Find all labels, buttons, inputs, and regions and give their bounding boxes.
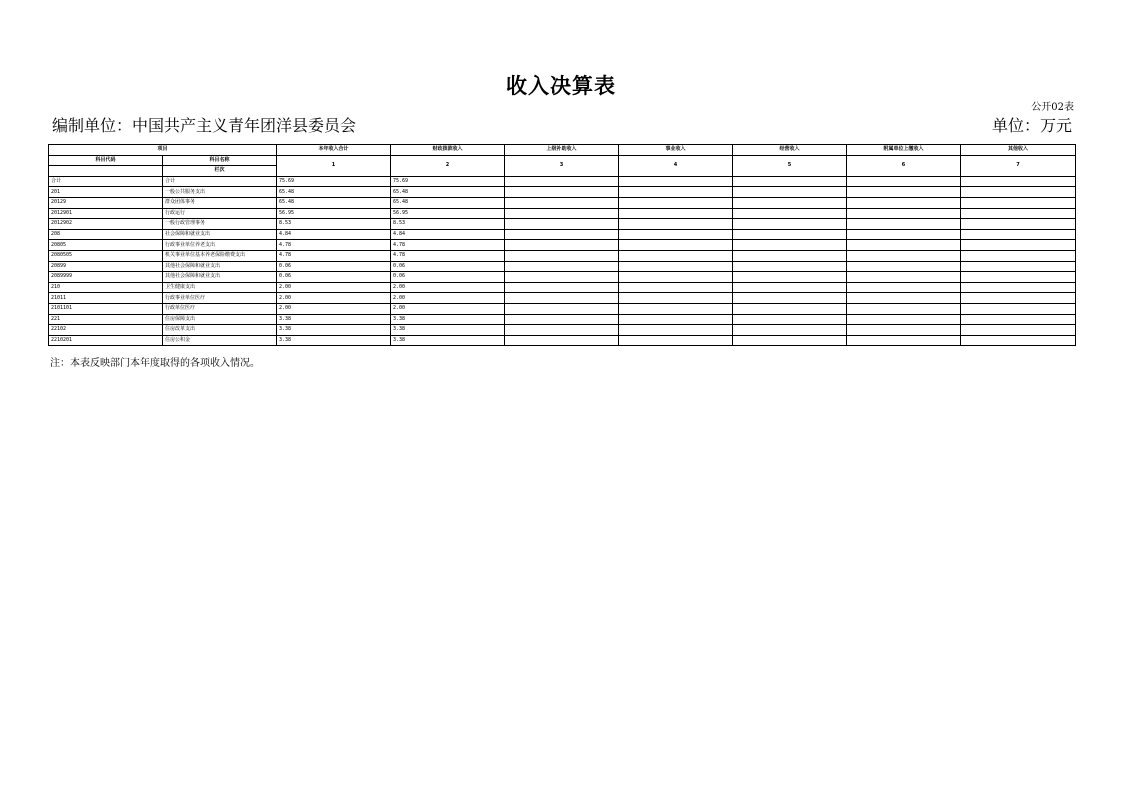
name-cell: 行政事业单位医疗 — [163, 293, 277, 304]
name-cell: 住房保障支出 — [163, 314, 277, 325]
operating-cell — [733, 208, 847, 219]
header-col-1: 本年收入合计 — [277, 145, 391, 156]
other-cell — [961, 282, 1076, 293]
table-row — [49, 272, 1076, 283]
code-cell: 210 — [49, 282, 163, 293]
operating-cell — [733, 261, 847, 272]
name-cell: 行政事业单位养老支出 — [163, 240, 277, 251]
footnote: 注：本表反映部门本年度取得的各项收入情况。 — [50, 358, 260, 369]
superior-cell — [505, 272, 619, 283]
operating-cell — [733, 187, 847, 198]
table-row — [49, 293, 1076, 304]
total-cell: 3.38 — [277, 335, 391, 346]
unit-label: 单位：万元 — [991, 116, 1072, 135]
operating-cell — [733, 325, 847, 336]
name-cell: 其他社会保障和就业支出 — [163, 272, 277, 283]
table-row — [49, 325, 1076, 336]
business-cell — [619, 314, 733, 325]
table-row — [49, 303, 1076, 314]
table-row — [49, 261, 1076, 272]
affiliate-cell — [847, 197, 961, 208]
code-cell: 2012902 — [49, 219, 163, 230]
superior-cell — [505, 250, 619, 261]
operating-cell — [733, 303, 847, 314]
affiliate-cell — [847, 325, 961, 336]
name-cell: 行政运行 — [163, 208, 277, 219]
table-row — [49, 240, 1076, 251]
operating-cell — [733, 219, 847, 230]
name-cell: 一般公共服务支出 — [163, 187, 277, 198]
table-row — [49, 197, 1076, 208]
business-cell — [619, 229, 733, 240]
business-cell — [619, 219, 733, 230]
superior-cell — [505, 197, 619, 208]
fiscal-cell: 2.00 — [391, 293, 505, 304]
other-cell — [961, 229, 1076, 240]
name-cell: 住房公积金 — [163, 335, 277, 346]
table-row — [49, 282, 1076, 293]
header-num-2: 2 — [391, 155, 505, 176]
business-cell — [619, 240, 733, 251]
affiliate-cell — [847, 219, 961, 230]
total-cell: 0.06 — [277, 261, 391, 272]
total-cell: 56.95 — [277, 208, 391, 219]
superior-cell — [505, 208, 619, 219]
superior-cell — [505, 303, 619, 314]
code-cell: 20805 — [49, 240, 163, 251]
table-row — [49, 335, 1076, 346]
header-col-3: 上级补助收入 — [505, 145, 619, 156]
fiscal-cell: 3.38 — [391, 335, 505, 346]
header-col-7: 其他收入 — [961, 145, 1076, 156]
total-cell: 3.38 — [277, 314, 391, 325]
affiliate-cell — [847, 187, 961, 198]
table-row — [49, 208, 1076, 219]
other-cell — [961, 219, 1076, 230]
other-cell — [961, 272, 1076, 283]
code-cell: 2089999 — [49, 272, 163, 283]
table-row — [49, 219, 1076, 230]
fiscal-cell: 75.69 — [391, 176, 505, 187]
header-column-label: 栏次 — [163, 166, 277, 177]
affiliate-cell — [847, 250, 961, 261]
business-cell — [619, 325, 733, 336]
affiliate-cell — [847, 272, 961, 283]
affiliate-cell — [847, 282, 961, 293]
operating-cell — [733, 293, 847, 304]
header-num-4: 4 — [619, 155, 733, 176]
fiscal-cell: 3.38 — [391, 325, 505, 336]
other-cell — [961, 208, 1076, 219]
other-cell — [961, 293, 1076, 304]
affiliate-cell — [847, 303, 961, 314]
total-cell: 2.00 — [277, 282, 391, 293]
business-cell — [619, 293, 733, 304]
total-cell: 65.48 — [277, 187, 391, 198]
affiliate-cell — [847, 176, 961, 187]
total-cell: 4.78 — [277, 250, 391, 261]
other-cell — [961, 187, 1076, 198]
name-cell: 社会保障和就业支出 — [163, 229, 277, 240]
total-cell: 2.00 — [277, 293, 391, 304]
total-cell: 75.69 — [277, 176, 391, 187]
fiscal-cell: 2.00 — [391, 303, 505, 314]
table-row — [49, 229, 1076, 240]
other-cell — [961, 314, 1076, 325]
affiliate-cell — [847, 314, 961, 325]
header-col-6: 附属单位上缴收入 — [847, 145, 961, 156]
affiliate-cell — [847, 261, 961, 272]
fiscal-cell: 0.06 — [391, 272, 505, 283]
affiliate-cell — [847, 335, 961, 346]
code-cell: 合计 — [49, 176, 163, 187]
header-project: 项目 — [49, 145, 277, 156]
business-cell — [619, 303, 733, 314]
fiscal-cell: 0.06 — [391, 261, 505, 272]
fiscal-cell: 4.84 — [391, 229, 505, 240]
other-cell — [961, 197, 1076, 208]
business-cell — [619, 272, 733, 283]
superior-cell — [505, 176, 619, 187]
affiliate-cell — [847, 208, 961, 219]
code-cell: 2210201 — [49, 335, 163, 346]
code-cell: 2080505 — [49, 250, 163, 261]
affiliate-cell — [847, 240, 961, 251]
business-cell — [619, 261, 733, 272]
header-col-2: 财政拨款收入 — [391, 145, 505, 156]
code-cell: 2101101 — [49, 303, 163, 314]
superior-cell — [505, 219, 619, 230]
name-cell: 其他社会保障和就业支出 — [163, 261, 277, 272]
business-cell — [619, 176, 733, 187]
operating-cell — [733, 240, 847, 251]
name-cell: 机关事业单位基本养老保险缴费支出 — [163, 250, 277, 261]
page-title: 收入决算表 — [506, 73, 616, 98]
name-cell: 合计 — [163, 176, 277, 187]
form-number: 公开02表 — [1031, 102, 1074, 113]
header-num-7: 7 — [961, 155, 1076, 176]
business-cell — [619, 208, 733, 219]
other-cell — [961, 303, 1076, 314]
total-cell: 0.06 — [277, 272, 391, 283]
header-num-3: 3 — [505, 155, 619, 176]
business-cell — [619, 197, 733, 208]
operating-cell — [733, 282, 847, 293]
table-row — [49, 176, 1076, 187]
name-cell: 群众团体事务 — [163, 197, 277, 208]
code-cell: 201 — [49, 187, 163, 198]
business-cell — [619, 187, 733, 198]
operating-cell — [733, 250, 847, 261]
superior-cell — [505, 229, 619, 240]
fiscal-cell: 8.53 — [391, 219, 505, 230]
header-col-5: 经营收入 — [733, 145, 847, 156]
code-cell: 20899 — [49, 261, 163, 272]
other-cell — [961, 325, 1076, 336]
fiscal-cell: 3.38 — [391, 314, 505, 325]
total-cell: 8.53 — [277, 219, 391, 230]
fiscal-cell: 56.95 — [391, 208, 505, 219]
operating-cell — [733, 229, 847, 240]
name-cell: 一般行政管理事务 — [163, 219, 277, 230]
code-cell: 2012901 — [49, 208, 163, 219]
operating-cell — [733, 335, 847, 346]
fiscal-cell: 4.78 — [391, 250, 505, 261]
other-cell — [961, 261, 1076, 272]
header-num-5: 5 — [733, 155, 847, 176]
superior-cell — [505, 325, 619, 336]
total-cell: 2.00 — [277, 303, 391, 314]
total-cell: 3.38 — [277, 325, 391, 336]
other-cell — [961, 240, 1076, 251]
fiscal-cell: 2.00 — [391, 282, 505, 293]
table-row — [49, 314, 1076, 325]
other-cell — [961, 250, 1076, 261]
affiliate-cell — [847, 229, 961, 240]
superior-cell — [505, 335, 619, 346]
superior-cell — [505, 240, 619, 251]
superior-cell — [505, 314, 619, 325]
business-cell — [619, 282, 733, 293]
table-row — [49, 250, 1076, 261]
code-cell: 21011 — [49, 293, 163, 304]
name-cell: 卫生健康支出 — [163, 282, 277, 293]
header-num-6: 6 — [847, 155, 961, 176]
superior-cell — [505, 293, 619, 304]
operating-cell — [733, 314, 847, 325]
superior-cell — [505, 187, 619, 198]
total-cell: 4.78 — [277, 240, 391, 251]
business-cell — [619, 250, 733, 261]
other-cell — [961, 176, 1076, 187]
header-name: 科目名称 — [163, 155, 277, 166]
superior-cell — [505, 282, 619, 293]
code-cell: 208 — [49, 229, 163, 240]
header-col-4: 事业收入 — [619, 145, 733, 156]
header-num-1: 1 — [277, 155, 391, 176]
income-table — [48, 144, 1076, 346]
affiliate-cell — [847, 293, 961, 304]
operating-cell — [733, 197, 847, 208]
other-cell — [961, 335, 1076, 346]
fiscal-cell: 4.78 — [391, 240, 505, 251]
fiscal-cell: 65.48 — [391, 187, 505, 198]
business-cell — [619, 335, 733, 346]
superior-cell — [505, 261, 619, 272]
total-cell: 4.84 — [277, 229, 391, 240]
name-cell: 住房改革支出 — [163, 325, 277, 336]
total-cell: 65.48 — [277, 197, 391, 208]
code-cell: 20129 — [49, 197, 163, 208]
operating-cell — [733, 176, 847, 187]
fiscal-cell: 65.48 — [391, 197, 505, 208]
name-cell: 行政单位医疗 — [163, 303, 277, 314]
table-row — [49, 187, 1076, 198]
code-cell: 22102 — [49, 325, 163, 336]
organization-label: 编制单位：中国共产主义青年团洋县委员会 — [52, 116, 357, 135]
operating-cell — [733, 272, 847, 283]
code-cell: 221 — [49, 314, 163, 325]
header-code: 科目代码 — [49, 155, 163, 166]
